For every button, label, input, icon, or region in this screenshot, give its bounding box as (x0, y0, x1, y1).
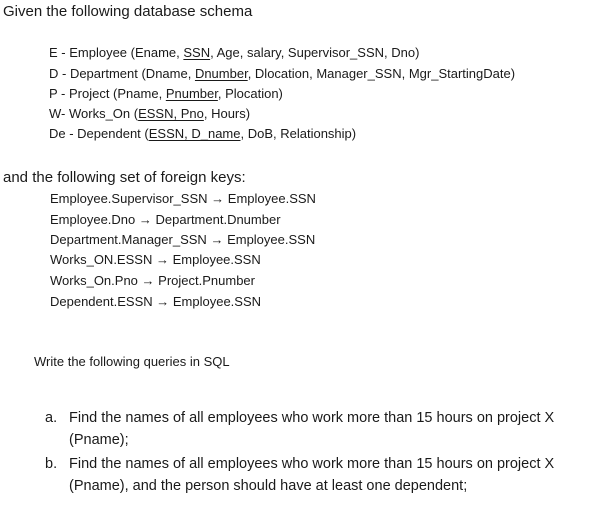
fk-item: Employee.Dno → Department.Dnumber (50, 212, 281, 227)
query-a (45, 407, 585, 453)
fk-item: Employee.Supervisor_SSN → Employee.SSN (50, 191, 316, 206)
schema-employee: E - Employee (Ename, SSN, Age, salary, Supervisor_SSN, Dno) (49, 45, 420, 60)
schema-works-on: W- Works_On (ESSN, Pno, Hours) (49, 106, 251, 121)
right-arrow-icon: → (155, 252, 169, 267)
fk-item: Department.Manager_SSN → Employee.SSN (50, 232, 316, 247)
right-arrow-icon: → (141, 273, 155, 288)
right-arrow-icon: → (211, 191, 225, 206)
query-text: Find the names of all employees who work more than 15 hours on project X (Pname), and the person should have at least one dependent; (69, 456, 555, 494)
fk-heading: and the following set of foreign keys: (3, 169, 246, 186)
query-marker: b. (45, 456, 58, 472)
right-arrow-icon: → (210, 232, 224, 247)
query-text: Find the names of all employees who work more than 15 hours on project X (Pname); (69, 410, 555, 448)
right-arrow-icon: → (156, 294, 170, 309)
schema-dependent: De - Dependent (ESSN, D_name, DoB, Relationship) (49, 126, 357, 141)
schema-project: P - Project (Pname, Pnumber, Plocation) (49, 86, 283, 101)
intro-heading: Given the following database schema (3, 3, 253, 20)
fk-item: Dependent.ESSN → Employee.SSN (50, 294, 262, 309)
right-arrow-icon: → (138, 212, 152, 227)
fk-item: Works_ON.ESSN → Employee.SSN (50, 252, 261, 267)
schema-department: D - Department (Dname, Dnumber, Dlocation, Manager_SSN, Mgr_StartingDate) (49, 66, 516, 81)
query-b (45, 453, 585, 499)
fk-item: Works_On.Pno → Project.Pnumber (50, 273, 255, 288)
instruction-text: Write the following queries in SQL (34, 354, 230, 369)
query-marker: a. (45, 410, 58, 426)
